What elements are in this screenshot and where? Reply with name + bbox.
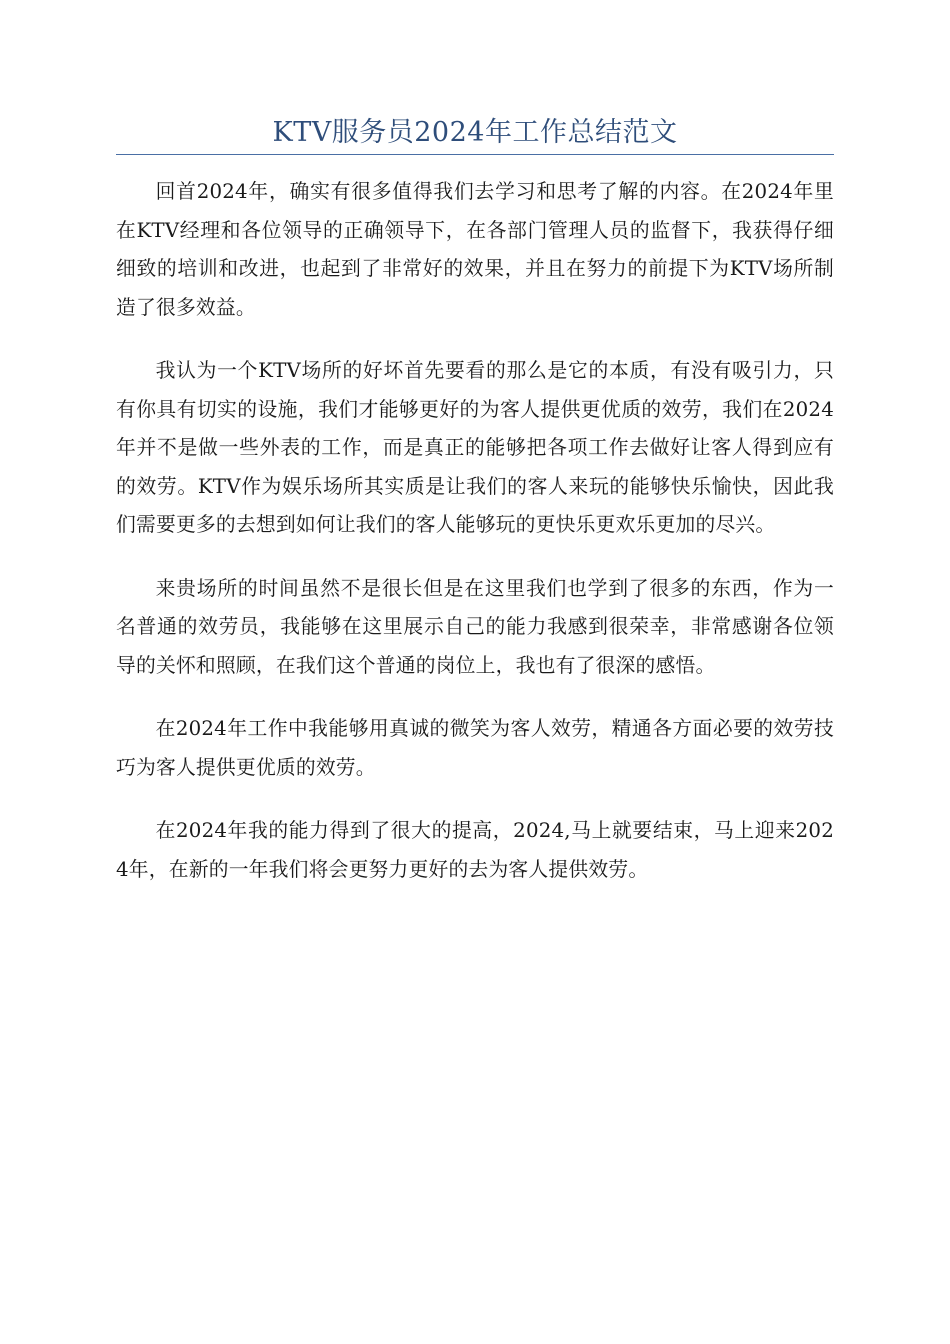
paragraph-3: 来贵场所的时间虽然不是很长但是在这里我们也学到了很多的东西，作为一名普通的效劳员，我能够在这里展示自己的能力我感到很荣幸，非常感谢各位领导的关怀和照顾，在我们这个普通的岗位上，我也有了很深的感悟。	[116, 576, 834, 677]
paragraph-1: 回首2024年，确实有很多值得我们去学习和思考了解的内容。在2024年里在KTV经理和各位领导的正确领导下，在各部门管理人员的监督下，我获得仔细细致的培训和改进，也起到了非常好的效果，并且在努力的前提下为KTV场所制造了很多效益。	[116, 180, 834, 319]
document-body	[116, 173, 834, 914]
paragraph-2: 我认为一个KTV场所的好坏首先要看的那么是它的本质，有没有吸引力，只有你具有切实的设施，我们才能够更好的为客人提供更优质的效劳，我们在2024年并不是做一些外表的工作，而是真正的能够把各项工作去做好让客人得到应有的效劳。KTV作为娱乐场所其实质是让我们的客人来玩的能够快乐愉快，因此我们需要更多的去想到如何让我们的客人能够玩的更快乐更欢乐更加的尽兴。	[116, 359, 834, 536]
paragraph-5: 在2024年我的能力得到了很大的提高，2024,马上就要结束，马上迎来2024年，在新的一年我们将会更努力更好的去为客人提供效劳。	[116, 819, 834, 881]
title-underline	[116, 154, 834, 155]
document-title: KTV服务员2024年工作总结范文	[272, 117, 678, 148]
paragraph-4: 在2024年工作中我能够用真诚的微笑为客人效劳，精通各方面必要的效劳技巧为客人提供更优质的效劳。	[116, 717, 834, 779]
